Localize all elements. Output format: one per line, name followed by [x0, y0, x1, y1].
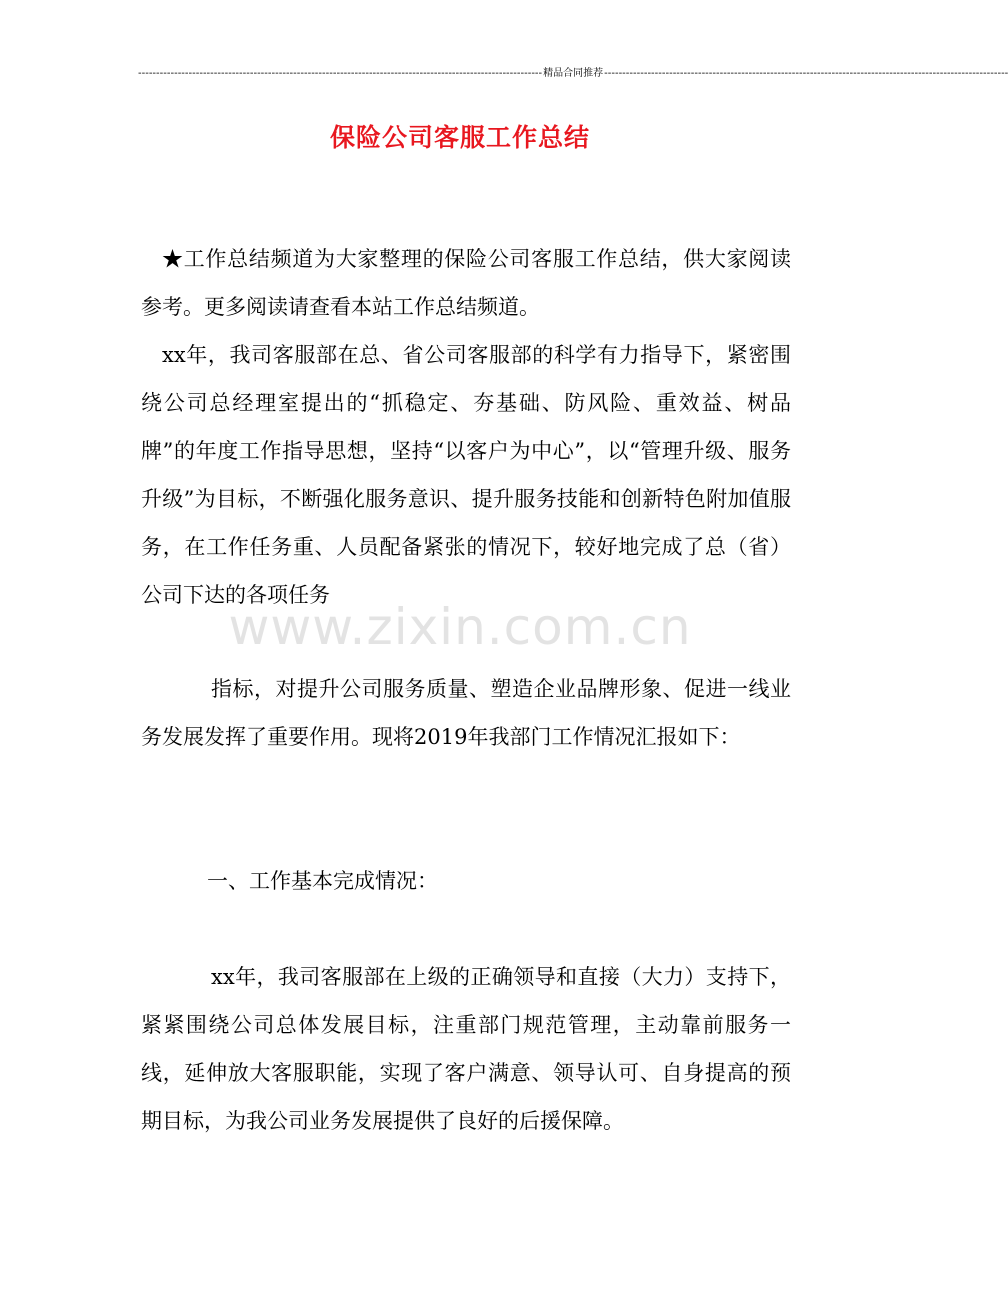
paragraph-text: xx年，我司客服部在上级的正确领导和直接（大力）支持下，紧紧围绕公司总体发展目标，注重部门规范管理，主动靠前服务一线，延伸放大客服职能，实现了客户满意、领导认可、自身提高的预期目标，为我公司业务发展提供了良好的后援保障。 — [141, 965, 791, 1133]
paragraph-text: xx年，我司客服部在总、省公司客服部的科学有力指导下，紧密围绕公司总经理室提出的“抓稳定、夯基础、防风险、重效益、树品牌”的年度工作指导思想，坚持“以客户为中心”，以“管理升级、服务升级”为目标，不断强化服务意识、提升服务技能和创新特色附加值服务，在工作任务重、人员配备紧张的情况下，较好地完成了总（省）公司下达的各项任务 — [141, 343, 791, 607]
section-heading-text: 一、工作基本完成情况： — [207, 869, 438, 893]
page-header — [138, 66, 1008, 82]
header-dashes-left: ---------------------------------------------------------------------------------------------------------------- — [138, 68, 543, 79]
paragraph-overview — [141, 331, 791, 619]
paragraph-completion — [141, 953, 791, 1145]
header-dashes-right: ---------------------------------------------------------------------------------------------------------------- — [604, 68, 1008, 79]
section-heading — [141, 857, 791, 905]
document-title: 保险公司客服工作总结 — [329, 123, 590, 152]
watermark: www.zixin.com.cn — [228, 598, 692, 656]
paragraph-text: ★工作总结频道为大家整理的保险公司客服工作总结，供大家阅读参考。更多阅读请查看本站工作总结频道。 — [141, 247, 791, 319]
paragraph-text: 指标，对提升公司服务质量、塑造企业品牌形象、促进一线业务发展发挥了重要作用。现将2019年我部门工作情况汇报如下： — [141, 677, 791, 749]
paragraph-intro — [141, 235, 791, 331]
paragraph-indicators — [141, 665, 791, 761]
header-label: 精品合同推荐 — [543, 68, 604, 79]
